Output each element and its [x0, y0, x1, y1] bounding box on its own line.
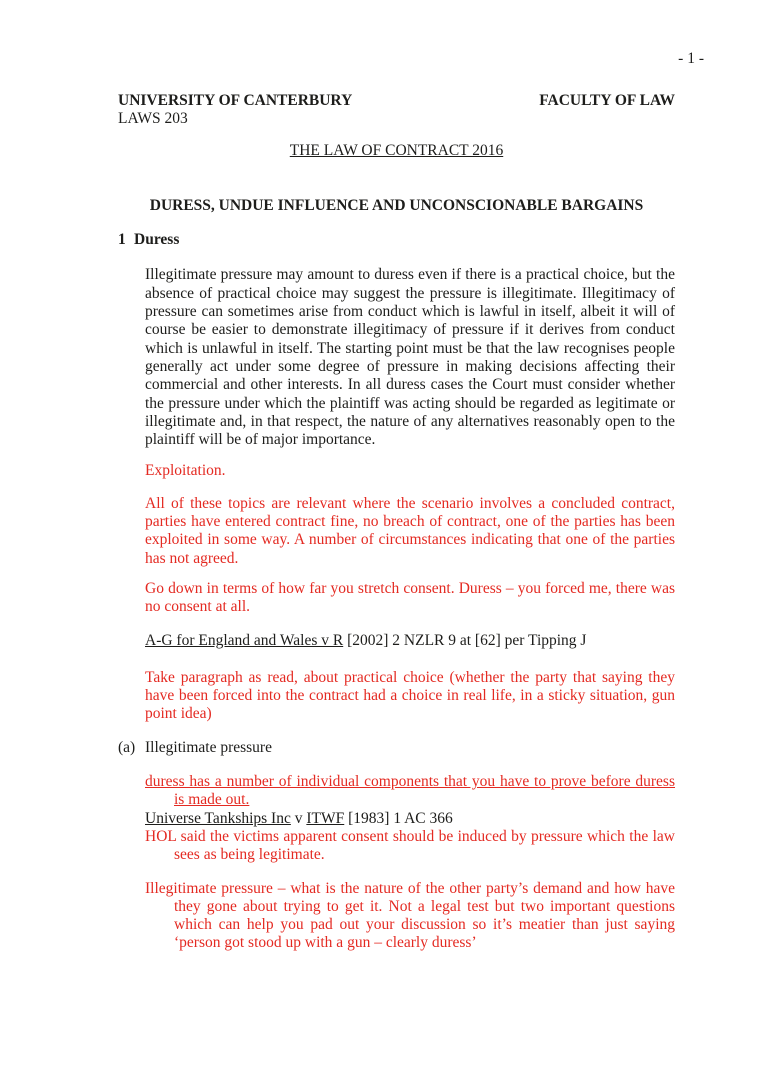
document-title: THE LAW OF CONTRACT 2016 [289, 141, 504, 159]
note-components: duress has a number of individual components that you have to prove before duress is made out. [145, 773, 675, 809]
case-citation-ag [145, 632, 675, 650]
header-row [118, 92, 675, 110]
subsection-a-heading [118, 739, 675, 757]
case-citation-universe [145, 810, 675, 828]
case-citation-text-universe: [1983] 1 AC 366 [344, 809, 453, 827]
note-consent: Go down in terms of how far you stretch consent. Duress – you forced me, there was no consent at all. [145, 579, 675, 616]
topic-heading: DURESS, UNDUE INFLUENCE AND UNCONSCIONABLE BARGAINS [149, 196, 644, 214]
note-illegitimate-pressure: Illegitimate pressure – what is the nature of the other party’s demand and how have they gone about trying to get it. Not a legal test but two important questions which can help you pad out your discussion so it’s meatier than just saying ‘person got stood up with a gun – clearly duress’ [145, 879, 675, 952]
course-code: LAWS 203 [118, 110, 188, 128]
case-name-universe: Universe Tankships Inc [145, 809, 291, 827]
document-header [118, 92, 675, 129]
case-respondent-itwf: ITWF [306, 809, 345, 827]
section-heading-duress [118, 231, 675, 249]
section-number: 1 [118, 231, 126, 249]
case-citation-text-ag: [2002] 2 NZLR 9 at [62] per Tipping J [343, 631, 587, 649]
case-name-ag: A-G for England and Wales v R [145, 631, 344, 649]
section-title: Duress [134, 231, 180, 249]
note-take-paragraph: Take paragraph as read, about practical choice (whether the party that saying they have been forced into the contract had a choice in real life, in a sticky situation, gun point idea) [145, 668, 675, 723]
note-exploitation: Exploitation. [145, 462, 226, 480]
subsection-a-title: Illegitimate pressure [145, 738, 272, 756]
page-content [118, 0, 675, 953]
subsection-a-label: (a) [118, 738, 136, 756]
case-connector: v [290, 809, 307, 827]
intro-paragraph: Illegitimate pressure may amount to duress even if there is a practical choice, but the absence of practical choice may suggest the pressure is illegitimate. Illegitimacy of pressure can sometimes arise from conduct which is lawful in itself, albeit it will of course be easier to demonstrate illegitimacy of pressure if it derives from conduct which is unlawful in itself. The starting point must be that the law recognises people generally act under some degree of pressure in making decisions affecting their commercial and other interests. In all duress cases the Court must consider whether the pressure under which the plaintiff was acting should be regarded as legitimate or illegitimate and, in that respect, the nature of any alternatives reasonably open to the plaintiff will be of major importance. [145, 266, 675, 449]
note-topics: All of these topics are relevant where the scenario involves a concluded contract, parties have entered contract fine, no breach of contract, one of the parties has been exploited in some way. A number of circumstances indicating that one of the parties has not agreed. [145, 494, 675, 567]
faculty-name: FACULTY OF LAW [539, 92, 675, 109]
university-name: UNIVERSITY OF CANTERBURY [118, 92, 353, 109]
note-hol: HOL said the victims apparent consent should be induced by pressure which the law sees as being legitimate. [145, 827, 675, 864]
page-number: - 1 - [678, 50, 704, 67]
